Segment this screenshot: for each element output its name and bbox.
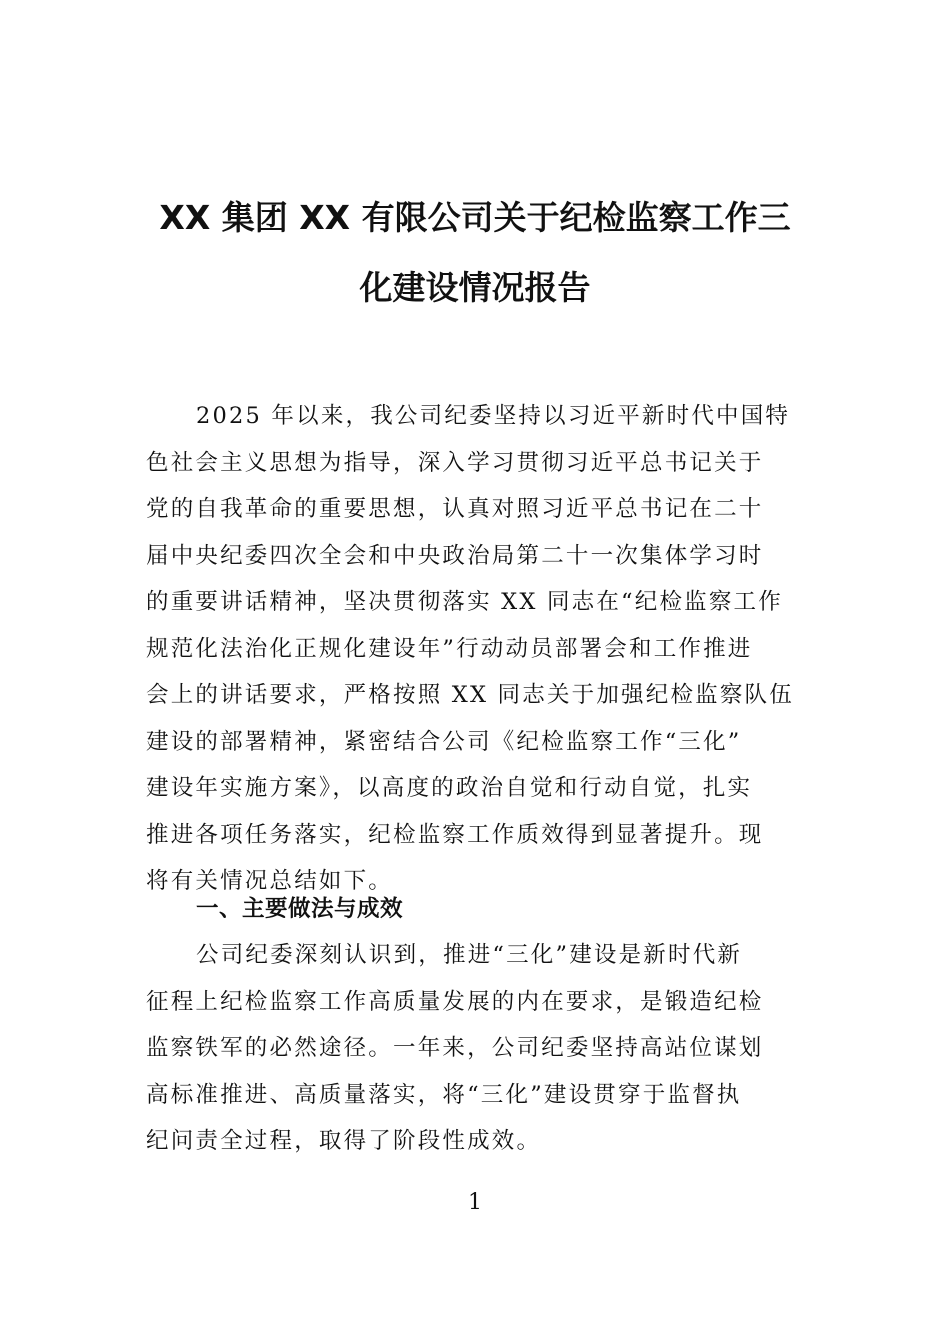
section-heading-1: 一、主要做法与成效: [196, 896, 404, 922]
document-title-line-1: XX 集团 XX 有限公司关于纪检监察工作三: [159, 198, 791, 237]
paragraph-line: 征程上纪检监察工作高质量发展的内在要求，是锻造纪检: [146, 988, 764, 1015]
paragraph-line: 2025 年以来，我公司纪委坚持以习近平新时代中国特: [196, 403, 791, 429]
paragraph-line: 高标准推进、高质量落实，将“三化”建设贯穿于监督执: [146, 1081, 742, 1108]
page-number: 1: [468, 1190, 482, 1215]
paragraph-line: 纪问责全过程，取得了阶段性成效。: [146, 1128, 542, 1154]
paragraph-line: 会上的讲话要求，严格按照 XX 同志关于加强纪检监察队伍: [146, 682, 794, 708]
paragraph-line: 建设的部署精神，紧密结合公司《纪检监察工作“三化”: [146, 728, 742, 755]
paragraph-line: 届中央纪委四次全会和中央政治局第二十一次集体学习时: [146, 542, 764, 569]
paragraph-line: 规范化法治化正规化建设年”行动动员部署会和工作推进: [146, 635, 753, 662]
paragraph-line: 推进各项任务落实，纪检监察工作质效得到显著提升。现: [146, 821, 764, 848]
paragraph-line: 色社会主义思想为指导，深入学习贯彻习近平总书记关于: [146, 449, 764, 476]
paragraph-section-1: [146, 932, 806, 1165]
paragraph-line: 建设年实施方案》，以高度的政治自觉和行动自觉，扎实: [146, 775, 753, 801]
paragraph-line: 党的自我革命的重要思想，认真对照习近平总书记在二十: [146, 496, 764, 522]
paragraph-line: 的重要讲话精神，坚决贯彻落实 XX 同志在“纪检监察工作: [146, 589, 783, 615]
paragraph-line: 监察铁军的必然途径。一年来，公司纪委坚持高站位谋划: [146, 1035, 764, 1061]
paragraph-line: 将有关情况总结如下。: [146, 868, 394, 894]
paragraph-line: 公司纪委深刻认识到，推进“三化”建设是新时代新: [196, 942, 743, 968]
document-title-line-2: 化建设情况报告: [359, 268, 591, 307]
paragraph-intro: [146, 393, 806, 905]
